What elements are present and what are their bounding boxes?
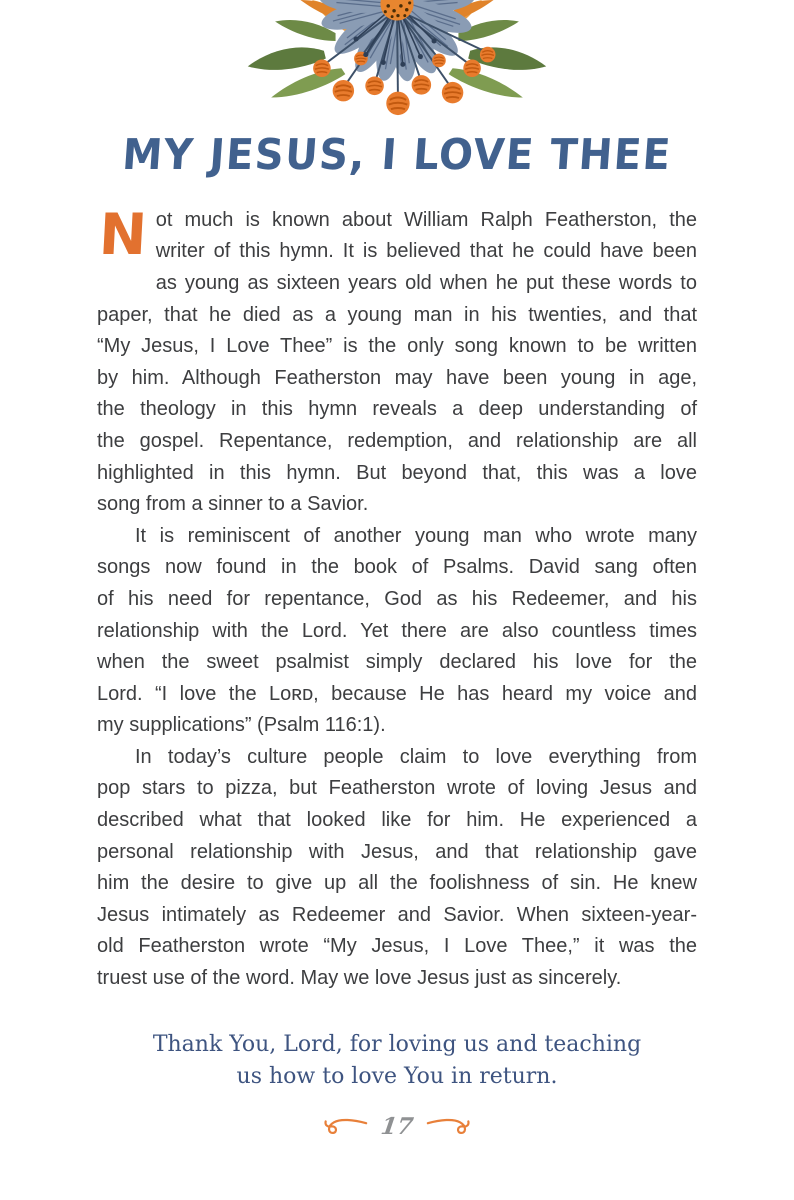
text-line: highlighted in this hymn. But beyond that, this was a love (97, 461, 697, 484)
text-line: old Featherston wrote “My Jesus, I Love Thee,” it was the (97, 935, 697, 958)
paragraph-3 (97, 742, 697, 995)
text-line: us how to love You in return. (236, 1063, 558, 1089)
text-line: It is reminiscent of another young man who wrote many (135, 524, 697, 547)
text-line: Lord. “I love the Lᴏʀᴅ, because He has heard my voice and (97, 682, 697, 705)
text-line: “My Jesus, I Love Thee” is the only song known to be written (97, 335, 697, 358)
text-line: In today’s culture people claim to love everything from (135, 745, 697, 768)
body-text (97, 201, 697, 995)
page-footer (0, 1113, 794, 1140)
drop-cap: N (97, 201, 149, 268)
paragraph-1 (97, 201, 697, 521)
floral-illustration (0, 0, 794, 118)
text-line: as young as sixteen years old when he put these words to (155, 271, 697, 294)
text-line: relationship with the Lord. Yet there are also countless times (97, 619, 697, 642)
text-line: when the sweet psalmist simply declared his love for the (97, 651, 697, 674)
floral-bouquet-svg (202, 0, 592, 118)
text-line: him the desire to give up all the foolishness of sin. He knew (97, 872, 697, 895)
text-line: Jesus intimately as Redeemer and Savior. When sixteen-year- (97, 903, 697, 926)
swirl-flourish-left-icon (322, 1115, 368, 1137)
paragraph-2 (97, 521, 697, 742)
text-line: pop stars to pizza, but Featherston wrote of loving Jesus and (97, 777, 697, 800)
text-line: Thank You, Lord, for loving us and teaching (152, 1031, 642, 1057)
text-line: ot much is known about William Ralph Featherston, the (155, 208, 697, 231)
text-line: paper, that he died as a young man in his twenties, and that (97, 303, 697, 326)
text-line: by him. Although Featherston may have been young in age, (97, 366, 697, 389)
text-line: the gospel. Repentance, redemption, and relationship are all (97, 429, 697, 452)
text-line: song from a sinner to a Savior. (97, 493, 369, 516)
text-line: truest use of the word. May we love Jesus just as sincerely. (97, 967, 622, 990)
text-line: writer of this hymn. It is believed that he could have been (155, 240, 697, 263)
text-line: my supplications” (Psalm 116:1). (97, 714, 386, 737)
text-line: songs now found in the book of Psalms. David sang often (97, 556, 697, 579)
text-line: personal relationship with Jesus, and that relationship gave (97, 840, 697, 863)
prayer-text (0, 1029, 794, 1093)
page-title: MY JESUS, I LOVE THEE (120, 130, 674, 180)
text-line: the theology in this hymn reveals a deep understanding of (97, 398, 697, 421)
page-number: 17 (379, 1112, 415, 1140)
swirl-flourish-right-icon (426, 1115, 472, 1137)
text-line: of his need for repentance, God as his Redeemer, and his (97, 587, 697, 610)
text-line: described what that looked like for him. He experienced a (97, 809, 697, 832)
